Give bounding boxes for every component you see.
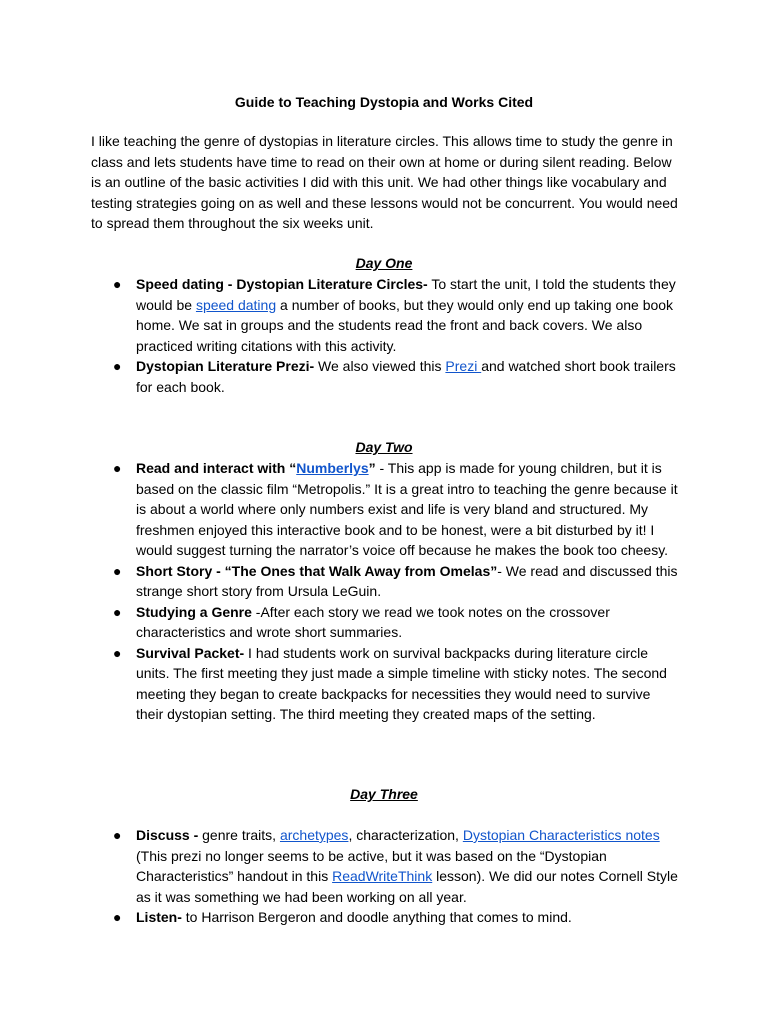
list-item — [91, 561, 681, 602]
bullet-icon: ● — [113, 460, 122, 476]
dystopian-characteristics-notes-link[interactable]: Dystopian Characteristics notes — [462, 827, 660, 843]
item-text: (This prezi no longer seems to be active, but it was based on the “Dystopian Characteristics” handout in this — [136, 847, 607, 884]
bullet-icon: ● — [113, 562, 122, 579]
item-lead: Read and interact with “ — [136, 460, 297, 476]
list-item — [91, 643, 681, 725]
document-title: Guide to Teaching Dystopia and Works Cited — [234, 94, 534, 110]
item-text: To start the unit, I told the students they would be — [136, 276, 676, 313]
item-lead: Studying a Genre — [136, 603, 252, 620]
item-text: We also viewed this — [314, 358, 446, 374]
item-lead: Discuss - — [136, 827, 199, 843]
item-lead: Survival Packet- — [136, 644, 245, 661]
day-two-heading: Day Two — [355, 439, 413, 455]
item-text: - This app is made for young children, but it is based on the classic film “Metropolis.” It is a great intro to teaching the genre because it is about a world where only numbers exist and life is very bland and structured. My freshmen enjoyed this interactive book and to be honest, were a bit disturbed by it! I would suggest turning the narrator’s voice off because he makes the book too cheesy. — [136, 460, 678, 558]
item-text: , characterization, — [348, 827, 463, 843]
day-three-list — [91, 825, 681, 928]
item-text: a number of books, but they would only end up taking one book home. We sat in groups and the students read the front and back covers. We also practiced writing citations with this activity. — [136, 296, 674, 354]
item-lead: Dystopian Literature Prezi- — [136, 358, 315, 374]
bullet-icon: ● — [113, 909, 122, 925]
day-two-list — [91, 458, 681, 725]
item-lead: Short Story - “The Ones that Walk Away from Omelas” — [136, 562, 498, 579]
day-three-heading: Day Three — [350, 786, 418, 802]
day-one-heading: Day One — [355, 255, 413, 271]
list-item — [91, 356, 681, 397]
bullet-icon: ● — [113, 644, 122, 661]
item-lead-close: ” — [368, 460, 376, 476]
archetypes-link[interactable]: archetypes — [279, 827, 349, 843]
item-text: lesson). We did our notes Cornell Style as it was something we had been working on all year. — [136, 868, 678, 905]
bullet-icon: ● — [113, 827, 122, 843]
item-text: genre traits, — [198, 827, 280, 843]
intro-paragraph: I like teaching the genre of dystopias in literature circles. This allows time to study the genre in class and lets students have time to read on their own at home or during silent reading. Below is an outline of the basic activities I did with this unit. We had other things like vocabulary and testing strategies going on as well and these lessons would not be concurrent. You would need to spread them throughout the six weeks unit. — [91, 133, 678, 231]
list-item — [91, 602, 681, 643]
item-text: and watched short book trailers for each book. — [136, 358, 676, 395]
list-item — [91, 907, 681, 928]
bullet-icon: ● — [113, 276, 122, 292]
readwritethink-link[interactable]: ReadWriteThink — [332, 868, 433, 884]
list-item — [91, 825, 681, 907]
item-text: - We read and discussed this strange short story from Ursula LeGuin. — [136, 562, 678, 599]
speed-dating-link[interactable]: speed dating — [195, 296, 277, 313]
item-lead: Listen- — [136, 909, 182, 925]
numberlys-link[interactable]: Numberlys — [296, 460, 369, 476]
list-item — [91, 458, 681, 561]
item-text: I had students work on survival backpacks during literature circle units. The first meeting they just made a simple timeline with sticky notes. The second meeting they began to create backpacks for necessities they would need to survive their dystopian setting. The third meeting they created maps of the setting. — [136, 644, 667, 722]
day-one-list — [91, 274, 681, 397]
prezi-link[interactable]: Prezi — [445, 358, 482, 374]
bullet-icon: ● — [113, 603, 122, 620]
item-text: to Harrison Bergeron and doodle anything that comes to mind. — [181, 909, 572, 925]
item-text: -After each story we read we took notes on the crossover characteristics and wrote short summaries. — [136, 603, 610, 640]
bullet-icon: ● — [113, 358, 122, 374]
item-lead: Speed dating - Dystopian Literature Circles- — [136, 276, 428, 292]
list-item — [91, 274, 681, 356]
